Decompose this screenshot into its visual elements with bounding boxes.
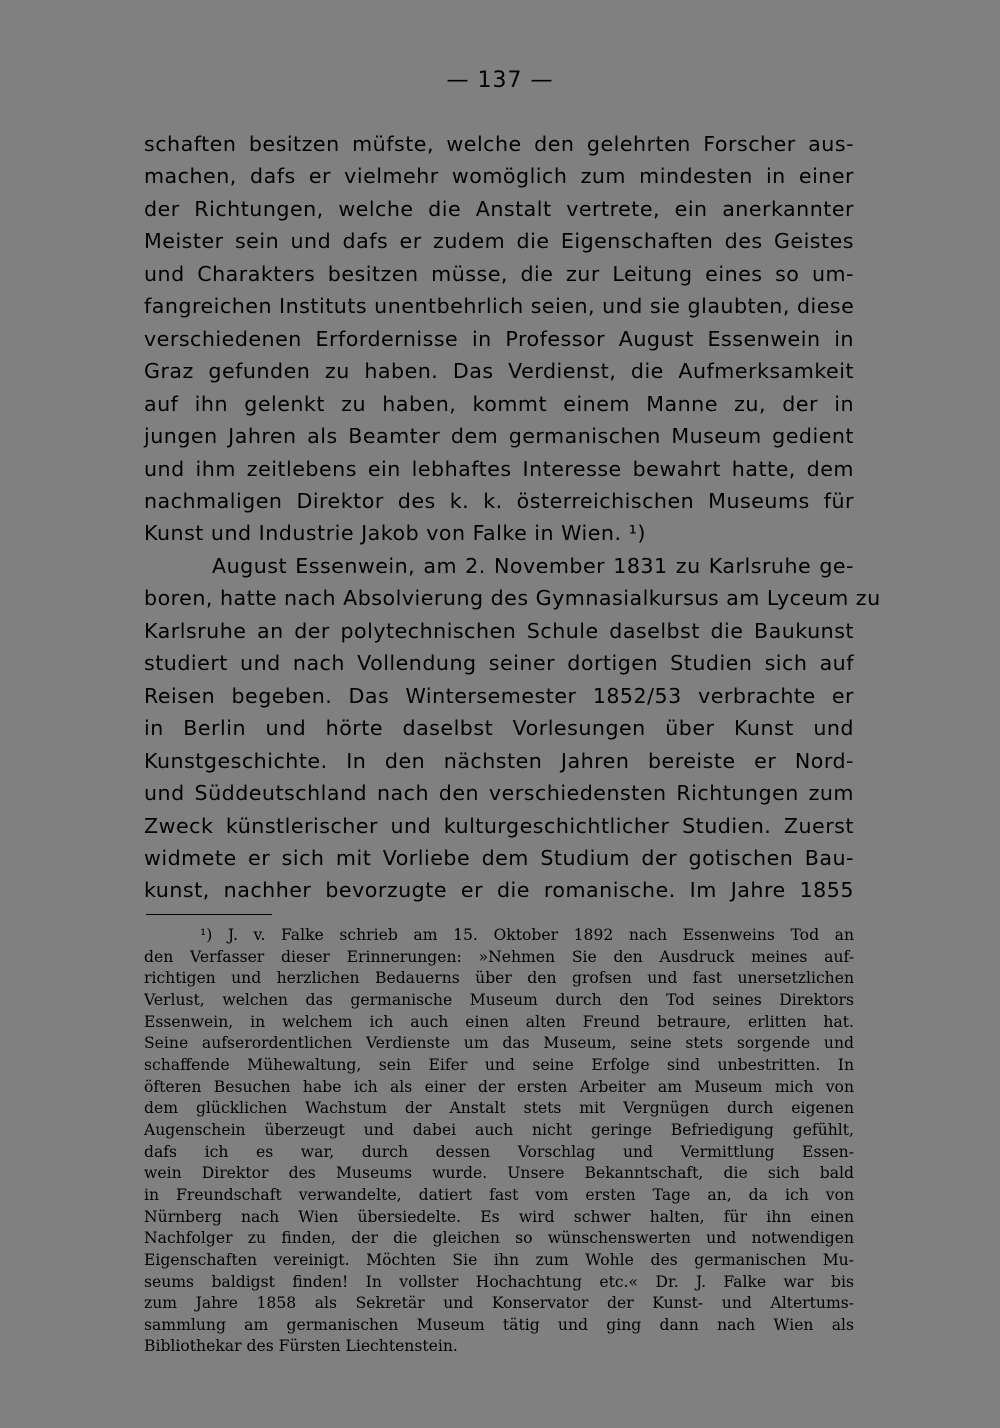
footnote-line: dem glücklichen Wachstum der Anstalt stets mit Vergnügen durch eigenen — [144, 1099, 854, 1118]
body-line: und ihm zeitlebens ein lebhaftes Interesse bewahrt hatte, dem — [144, 456, 854, 481]
footnote-line: sammlung am germanischen Museum tätig und ging dann nach Wien als — [144, 1315, 854, 1334]
footnote-line: dafs ich es war, durch dessen Vorschlag und Vermittlung Essen- — [144, 1142, 854, 1161]
footnote-line: seums baldigst finden! In vollster Hochachtung etc.« Dr. J. Falke war bis — [144, 1272, 854, 1291]
footnote — [144, 925, 854, 1358]
footnote-line: Bibliothekar des Fürsten Liechtenstein. — [144, 1337, 458, 1356]
body-line: Meister sein und dafs er zudem die Eigenschaften des Geistes — [144, 229, 854, 254]
footnote-line: Nachfolger zu finden, der die gleichen so wünschenswerten und notwendigen — [144, 1229, 854, 1248]
body-line: verschiedenen Erfordernisse in Professor August Essenwein in — [144, 326, 854, 351]
footnote-line: Seine aufserordentlichen Verdienste um das Museum, seine stets sorgende und — [144, 1034, 854, 1053]
footnote-line: Augenschein überzeugt und dabei auch nicht geringe Befriedigung gefühlt, — [144, 1120, 854, 1139]
footnote-line: schaffende Mühewaltung, sein Eifer und seine Erfolge sind unbestritten. In — [144, 1055, 854, 1074]
footnote-divider — [146, 914, 272, 915]
footnote-line: zum Jahre 1858 als Sekretär und Konservator der Kunst- und Altertums- — [144, 1294, 854, 1313]
footnote-line: wein Direktor des Museums wurde. Unsere Bekanntschaft, die sich bald — [144, 1164, 854, 1183]
body-line: studiert und nach Vollendung seiner dortigen Studien sich auf — [144, 651, 854, 676]
footnote-line: Verlust, welchen das germanische Museum durch den Tod seines Direktors — [144, 990, 854, 1009]
body-line: jungen Jahren als Beamter dem germanischen Museum gedient — [144, 424, 854, 449]
body-text — [144, 128, 881, 907]
body-line: nachmaligen Direktor des k. k. österreichischen Museums für — [144, 488, 854, 513]
body-line: widmete er sich mit Vorliebe dem Studium der gotischen Bau- — [144, 845, 854, 870]
body-line: machen, dafs er vielmehr womöglich zum mindesten in einer — [144, 164, 854, 189]
body-line: Reisen begeben. Das Wintersemester 1852/53 verbrachte er — [144, 683, 854, 708]
footnote-line: ¹) J. v. Falke schrieb am 15. Oktober 1892 nach Essenweins Tod an — [200, 926, 854, 944]
body-line: der Richtungen, welche die Anstalt vertrete, ein anerkannter — [144, 196, 854, 221]
body-line: Kunst und Industrie Jakob von Falke in Wien. ¹) — [144, 521, 646, 546]
body-line: kunst, nachher bevorzugte er die romanische. Im Jahre 1855 — [144, 878, 854, 903]
footnote-line: Nürnberg nach Wien übersiedelte. Es wird schwer halten, für ihn einen — [144, 1207, 854, 1226]
body-line: schaften besitzen müfste, welche den gelehrten Forscher aus- — [144, 132, 854, 156]
footnote-line: Essenwein, in welchem ich auch einen alten Freund betraure, erlitten hat. — [144, 1012, 854, 1031]
footnote-line: richtigen und herzlichen Bedauerns über den grofsen und fast unersetzlichen — [144, 969, 854, 988]
body-line: in Berlin und hörte daselbst Vorlesungen über Kunst und — [144, 716, 854, 741]
body-line: boren, hatte nach Absolvierung des Gymnasialkursus am Lyceum zu — [144, 586, 881, 611]
body-line: auf ihn gelenkt zu haben, kommt einem Manne zu, der in — [144, 391, 854, 416]
footnote-line: Eigenschaften vereinigt. Möchten Sie ihn zum Wohle des germanischen Mu- — [144, 1250, 854, 1269]
footnote-line: öfteren Besuchen habe ich als einer der ersten Arbeiter am Museum mich von — [144, 1077, 854, 1096]
footnote-line: in Freundschaft verwandelte, datiert fast vom ersten Tage an, da ich von — [144, 1185, 854, 1204]
body-line: Zweck künstlerischer und kulturgeschichtlicher Studien. Zuerst — [144, 813, 854, 838]
body-line: Kunstgeschichte. In den nächsten Jahren bereiste er Nord- — [144, 748, 854, 773]
body-line: und Charakters besitzen müsse, die zur Leitung eines so um- — [144, 261, 854, 286]
footnote-line: den Verfasser dieser Erinnerungen: »Nehmen Sie den Ausdruck meines auf- — [144, 947, 854, 966]
body-line: fangreichen Instituts unentbehrlich seien, und sie glaubten, diese — [144, 294, 855, 319]
body-line: Graz gefunden zu haben. Das Verdienst, die Aufmerksamkeit — [144, 359, 854, 384]
body-line: und Süddeutschland nach den verschiedensten Richtungen zum — [144, 781, 854, 806]
body-line: Karlsruhe an der polytechnischen Schule daselbst die Baukunst — [144, 618, 854, 643]
page-number: — 137 — — [446, 68, 554, 93]
body-line: August Essenwein, am 2. November 1831 zu Karlsruhe ge- — [212, 553, 854, 578]
